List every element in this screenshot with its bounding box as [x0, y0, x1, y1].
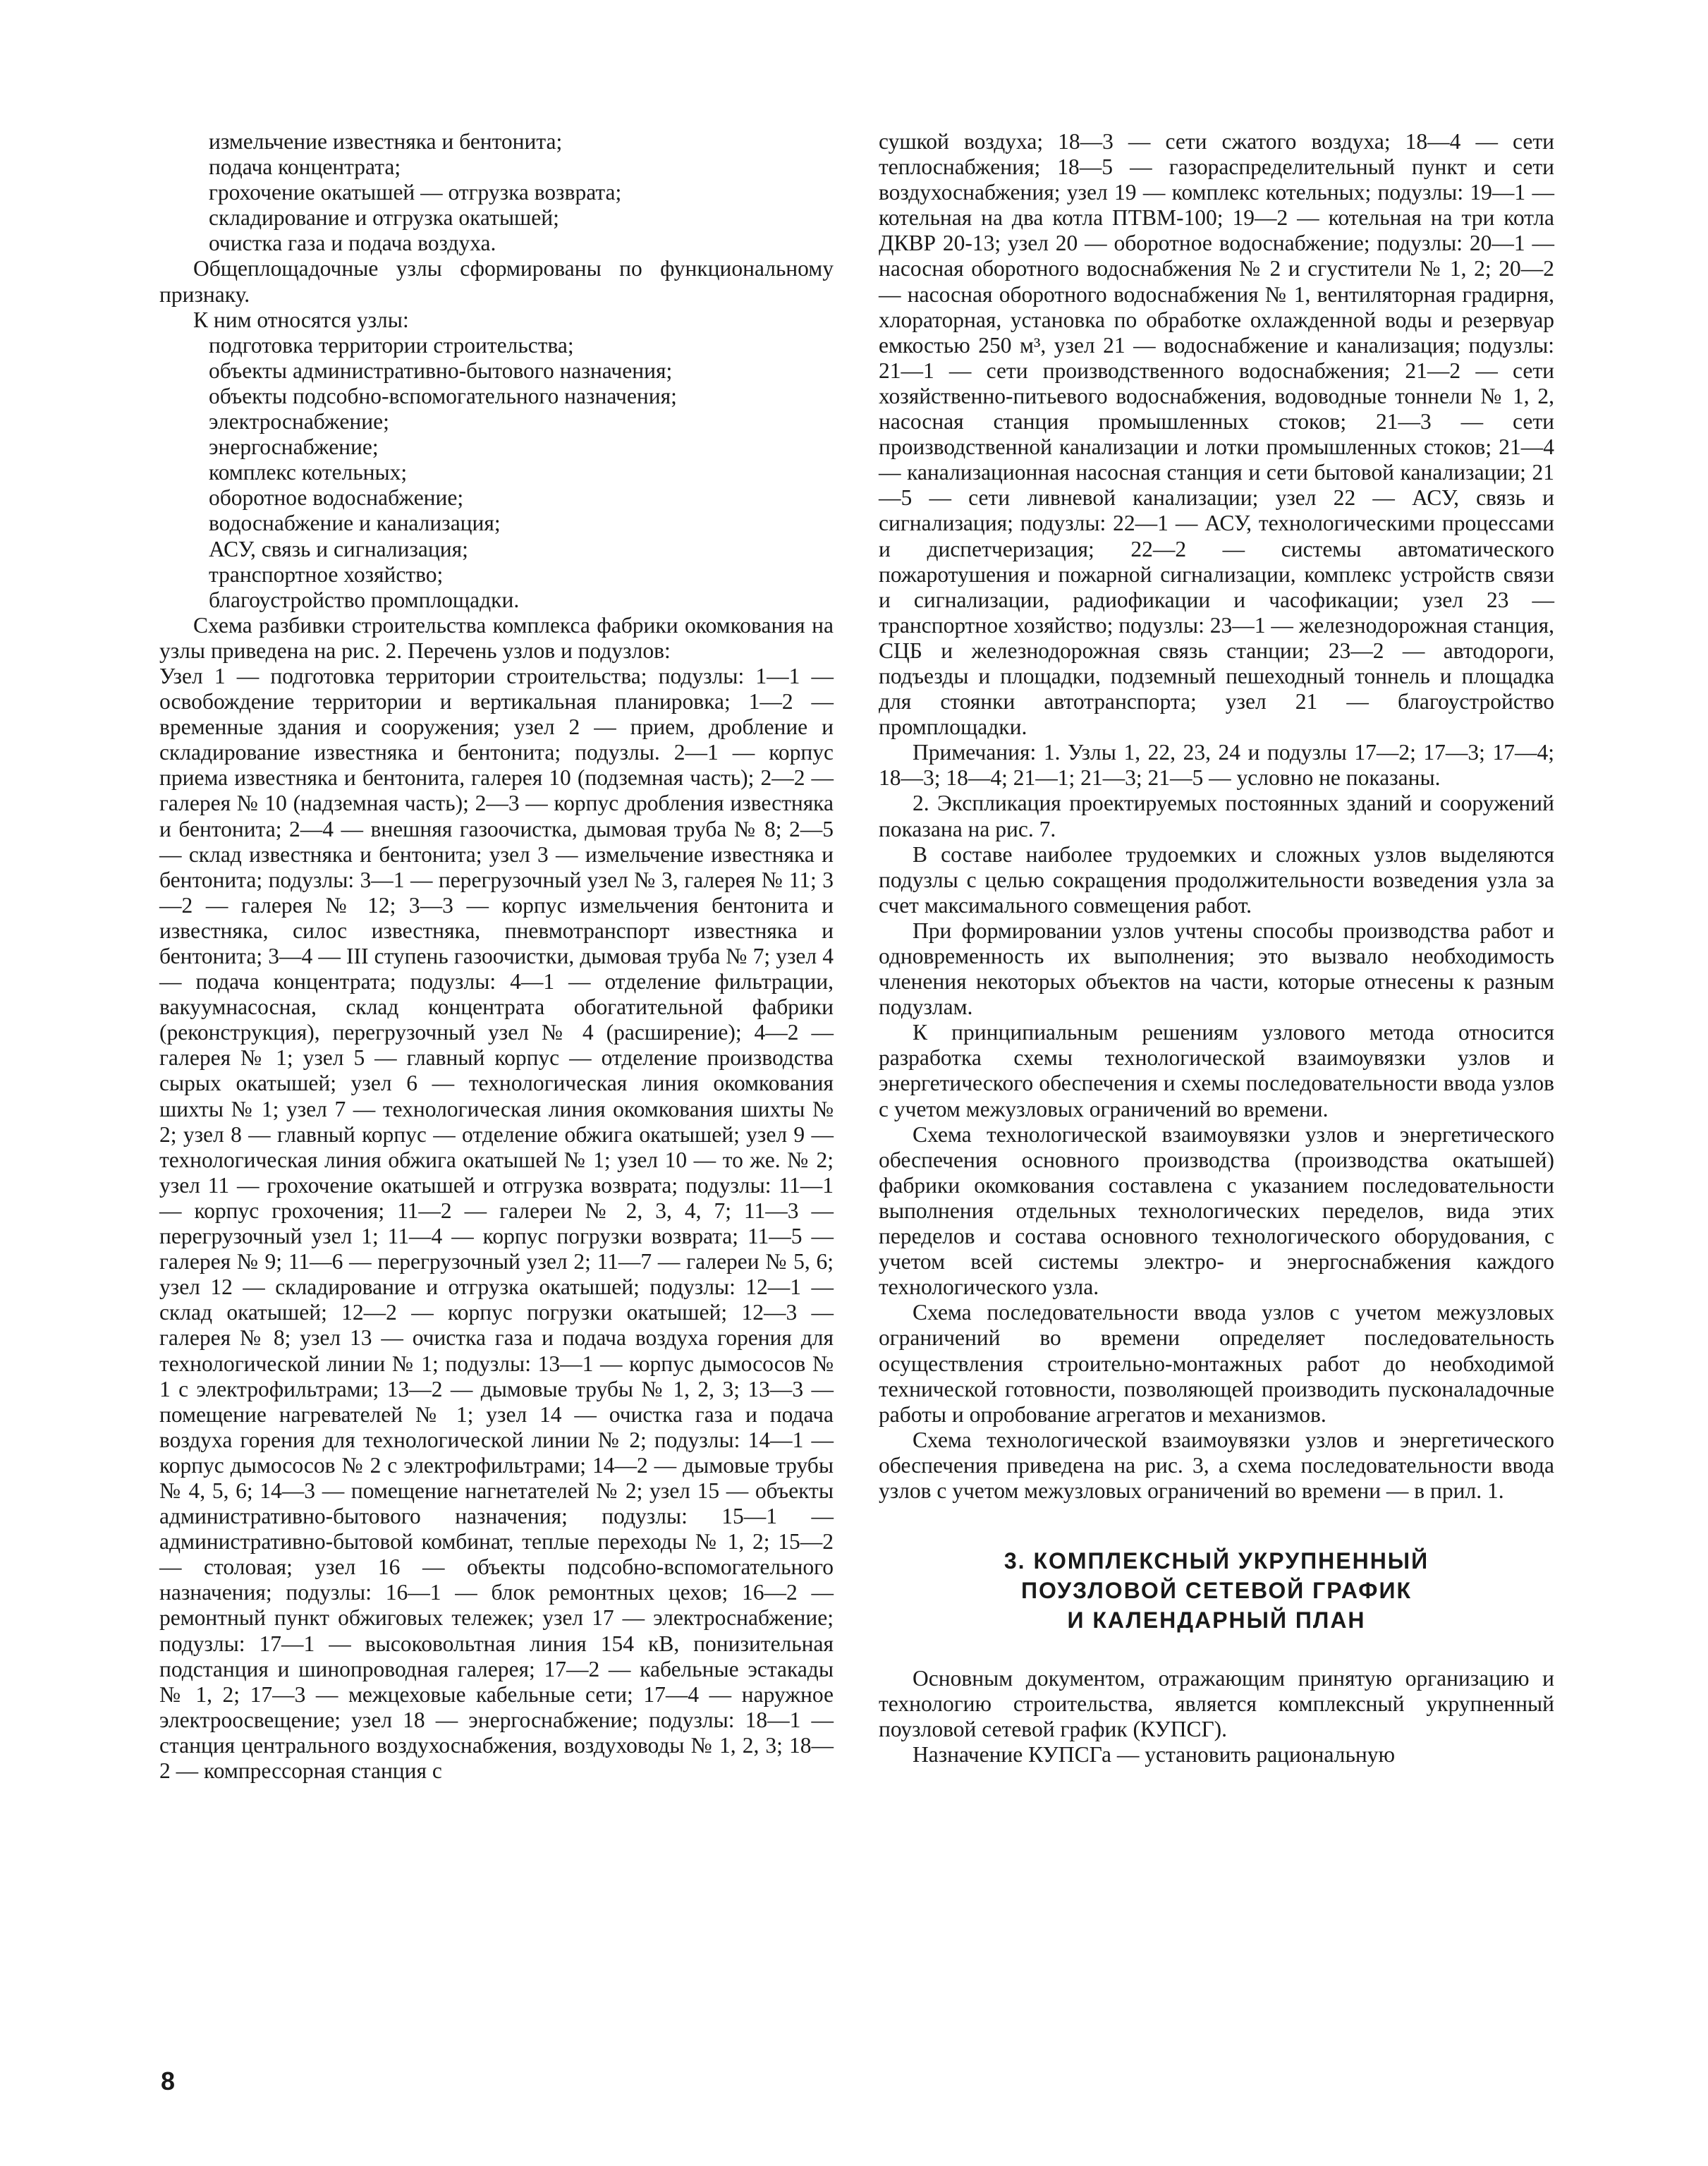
paragraph-complex-nodes: В составе наиболее трудоемких и сложных узлов выделяются подузлы с целью сокращения продолжительности возведения узла за счет максимального совмещения работ. — [879, 841, 1554, 918]
heading-line: И КАЛЕНДАРНЫЙ ПЛАН — [1067, 1607, 1366, 1633]
paragraph-scheme: Схема разбивки строительства комплекса фабрики окомкования на узлы приведена на рис. 2. Перечень узлов и подузлов: — [159, 612, 834, 663]
paragraph-note-2: 2. Экспликация проектируемых постоянных зданий и сооружений показана на рис. 7. — [879, 791, 1554, 841]
list-item: АСУ, связь и сигнализация; — [209, 536, 468, 561]
list-item: очистка газа и подача воздуха. — [209, 231, 496, 256]
list-item: транспортное хозяйство; — [209, 561, 444, 587]
list-item: объекты подсобно-вспомогательного назначения; — [209, 383, 677, 408]
list-item: грохочение окатышей — отгрузка возврата; — [209, 180, 622, 205]
list-item: складирование и отгрузка окатышей; — [209, 205, 559, 231]
list-item: подготовка территории строительства; — [209, 332, 574, 358]
paragraph-main-document: Основным документом, отражающим принятую организацию и технологию строительства, является комплексный укрупненный поузловой сетевой график (КУПСГ). — [879, 1666, 1554, 1742]
spacer — [879, 1635, 1554, 1666]
list-item: оборотное водоснабжение; — [209, 485, 464, 511]
left-column — [159, 129, 834, 1784]
heading-line: 3. КОМПЛЕКСНЫЙ УКРУПНЕННЫЙ — [1004, 1548, 1429, 1574]
list-item: электроснабжение; — [209, 409, 389, 434]
list-item: комплекс котельных; — [209, 460, 408, 485]
paragraph-general-nodes: Общеплощадочные узлы сформированы по функциональному признаку. — [159, 256, 834, 307]
paragraph-note-1: Примечания: 1. Узлы 1, 22, 23, 24 и подузлы 17—2; 17—3; 17—4; 18—3; 18—4; 21—1; 21—3; 21—5 — условно не показаны. — [879, 740, 1554, 791]
section-heading — [879, 1546, 1554, 1635]
paragraph-scheme-reference: Схема технологической взаимоувязки узлов и энергетического обеспечения приведена на рис. 3, а схема последовательности ввода узлов с учетом межузловых ограничений во времени — в прил. 1. — [879, 1427, 1554, 1503]
list-item: благоустройство промплощадки. — [209, 587, 520, 612]
paragraph-scheme-sequence: Схема последовательности ввода узлов с учетом межузловых ограничений во времени определяет последовательность осуществления строительно-монтажных работ до необходимой технической готовности, позволяющей производить пусконаладочные работы и опробование агрегатов и механизмов. — [879, 1300, 1554, 1427]
paragraph-node-list-continued: сушкой воздуха; 18—3 — сети сжатого воздуха; 18—4 — сети теплоснабжения; 18—5 — газораспределительный пункт и сети воздухоснабжения; узел 19 — комплекс котельных; подузлы: 19—1 — котельная на два котла ПТВМ-100; 19—2 — котельная на три котла ДКВР 20-13; узел 20 — оборотное водоснабжение; подузлы: 20—1 — насосная оборотного водоснабжения № 2 и сгустители № 1, 2; 20—2 — насосная оборотного водоснабжения № 1, вентиляторная градирня, хлораторная, установка по обработке охлажденной воды и резервуар емкостью 250 м³, узел 21 — водоснабжение и канализация; подузлы: 21—1 — сети производственного водоснабжения; 21—2 — сети хозяйственно-питьевого водоснабжения, водоводные тоннели № 1, 2, насосная станция промышленных стоков; 21—3 — сети производственной канализации и лотки промышленных стоков; 21—4 — канализационная насосная станция и сети бытовой канализации; 21—5 — сети ливневой канализации; узел 22 — АСУ, связь и сигнализация; подузлы: 22—1 — АСУ, технологическими процессами и диспетчеризация; 22—2 — системы автоматического пожаротушения и пожарной сигнализации, комплекс устройств связи и сигнализации, радиофикации и часофикации; узел 23 — транспортное хозяйство; подузлы: 23—1 — железнодорожная станция, СЦБ и железнодорожная связь станции; 23—2 — автодороги, подъезды и площадки, подземный пешеходный тоннель и площадка для стоянки автотранспорта; узел 21 — благоустройство промплощадки. — [879, 129, 1554, 740]
page-number: 8 — [161, 2067, 176, 2095]
list-item: измельчение известняка и бентонита; — [209, 129, 563, 154]
paragraph-scheme-tech: Схема технологической взаимоувязки узлов и энергетического обеспечения основного производства (производства окатышей) фабрики окомкования составлена с указанием последовательности выполнения отдельных технологических переделов, вида этих переделов и состава основного технологического оборудования, с учетом всей системы электро- и энергоснабжения каждого технологического узла. — [879, 1121, 1554, 1300]
paragraph-forming: При формировании узлов учтены способы производства работ и одновременность их выполнения; это вызвало необходимость членения некоторых объектов на части, которые отнесены к разным подузлам. — [879, 918, 1554, 1020]
paragraph-node-list: Узел 1 — подготовка территории строительства; подузлы: 1—1 — освобождение территории и вертикальная планировка; 1—2 — временные здания и сооружения; узел 2 — прием, дробление и складирование известняка и бентонита; подузлы. 2—1 — корпус приема известняка и бентонита, галерея 10 (подземная часть); 2—2 — галерея № 10 (надземная часть); 2—3 — корпус дробления известняка и бентонита; 2—4 — внешняя газоочистка, дымовая труба № 8; 2—5 — склад известняка и бентонита; узел 3 — измельчение известняка и бентонита; подузлы: 3—1 — перегрузочный узел № 3, галерея № 11; 3—2 — галерея № 12; 3—3 — корпус измельчения бентонита и известняка, силос известняка, пневмотранспорт известняка и бентонита; 3—4 — III ступень газоочистки, дымовая труба № 7; узел 4 — подача концентрата; подузлы: 4—1 — отделение фильтрации, вакуумнасосная, склад концентрата обогатительной фабрики (реконструкция), перегрузочный узел № 4 (расширение); 4—2 — галерея № 1; узел 5 — главный корпус — отделение производства сырых окатышей; узел 6 — технологическая линия окомкования шихты № 1; узел 7 — технологическая линия окомкования шихты № 2; узел 8 — главный корпус — отделение обжига окатышей; узел 9 — технологическая линия обжига окатышей № 1; узел 10 — то же. № 2; узел 11 — грохочение окатышей и отгрузка возврата; подузлы: 11—1 — корпус грохочения; 11—2 — галереи № 2, 3, 4, 7; 11—3 — перегрузочный узел 1; 11—4 — корпус погрузки возврата; 11—5 — галерея № 9; 11—6 — перегрузочный узел 2; 11—7 — галереи № 5, 6; узел 12 — складирование и отгрузка окатышей; подузлы: 12—1 — склад окатышей; 12—2 — корпус погрузки окатышей; 12—3 — галерея № 8; узел 13 — очистка газа и подача воздуха горения для технологической линии № 1; подузлы: 13—1 — корпус дымососов № 1 с электрофильтрами; 13—2 — дымовые трубы № 1, 2, 3; 13—3 — помещение нагревателей № 1; узел 14 — очистка газа и подача воздуха горения для технологической линии № 2; подузлы: 14—1 — корпус дымососов № 2 с электрофильтрами; 14—2 — дымовые трубы № 4, 5, 6; 14—3 — помещение нагнетателей № 2; узел 15 — объекты административно-бытового назначения; подузлы: 15—1 — административно-бытовой комбинат, теплые переходы № 1, 2; 15—2 — столовая; узел 16 — объекты подсобно-вспомогательного назначения; подузлы: 16—1 — блок ремонтных цехов; 16—2 — ремонтный пункт обжиговых тележек; узел 17 — электроснабжение; подузлы: 17—1 — высоковольтная линия 154 кВ, понизительная подстанция и шинопроводная галерея; 17—2 — кабельные эстакады № 1, 2; 17—3 — межцеховые кабельные сети; 17—4 — наружное электроосвещение; узел 18 — энергоснабжение; подузлы: 18—1 — станция центрального воздухоснабжения, воздуховоды № 1, 2, 3; 18—2 — компрессорная станция с — [159, 663, 834, 1783]
heading-line: ПОУЗЛОВОЙ СЕТЕВОЙ ГРАФИК — [1021, 1578, 1412, 1604]
paragraph-purpose: Назначение КУПСГа — установить рациональную — [913, 1742, 1395, 1768]
list-item: подача концентрата; — [209, 154, 401, 180]
spacer — [879, 1504, 1554, 1546]
paragraph-principal: К принципиальным решениям узлового метода относится разработка схемы технологической взаимоувязки узлов и энергетического обеспечения и схемы последовательности ввода узлов с учетом межузловых ограничений во времени. — [879, 1020, 1554, 1121]
paragraph-include: К ним относятся узлы: — [193, 307, 409, 332]
right-column — [879, 129, 1554, 1768]
list-item: водоснабжение и канализация; — [209, 511, 501, 536]
list-item: энергоснабжение; — [209, 434, 379, 460]
list-item: объекты административно-бытового назначения; — [209, 358, 673, 383]
